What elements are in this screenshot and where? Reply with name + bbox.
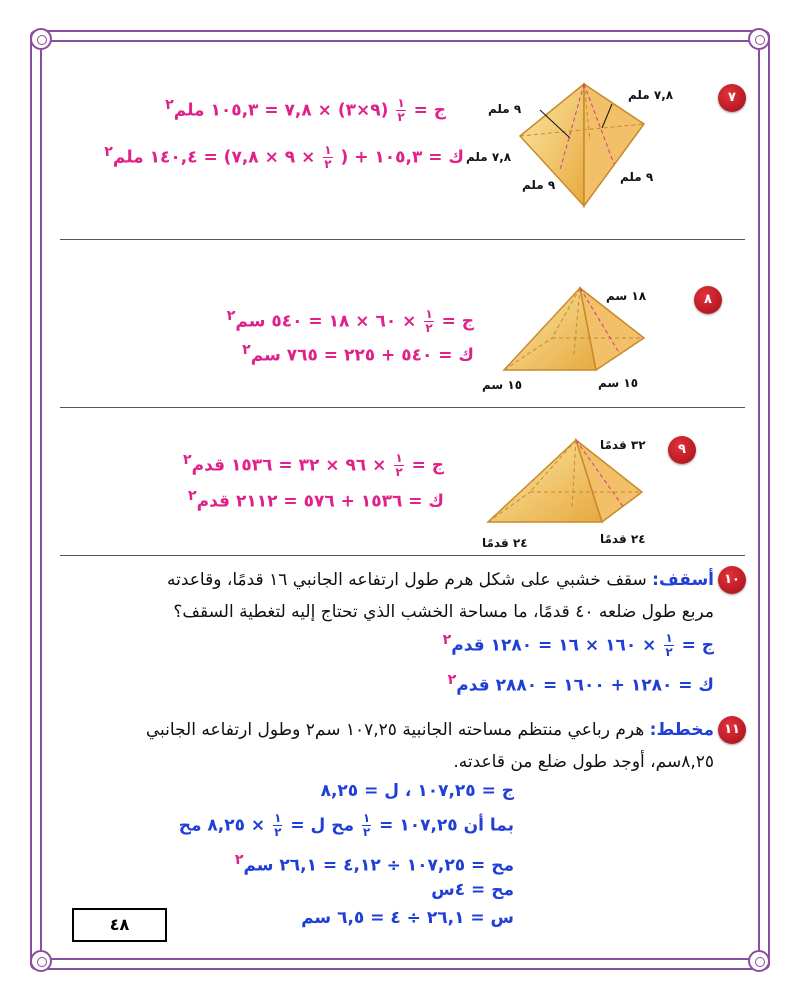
- equation-lateral-area: ج = $\frac{١}{٢}$ × ٩٦ × ٣٢ = ١٥٣٦ قدم$^٢$: [183, 451, 444, 480]
- solution-step: س = ٢٦,١ ÷ ٤ = ٦,٥ سم: [301, 908, 514, 928]
- corner-ornament: [748, 28, 770, 50]
- dimension-label: ١٥ سم: [482, 378, 523, 392]
- equation-lateral-area: ج = $\frac{١}{٢}$ × ١٦٠ × ١٦ = ١٢٨٠ قدم$^٢$: [442, 631, 714, 660]
- equation-lateral-area: ج = $\frac{١}{٢}$ (٩×٣) × ٧,٨ = ١٠٥,٣ ملم$^٢$: [165, 96, 446, 125]
- problem-text: مربع طول ضلعه ٤٠ قدمًا، ما مساحة الخشب الذي تحتاج إليه لتغطية السقف؟: [173, 602, 714, 622]
- dimension-label: ٧,٨ ملم: [466, 150, 512, 164]
- dimension-label: ٩ ملم: [522, 178, 556, 192]
- section-divider: [60, 239, 745, 240]
- solution-step: بما أن ١٠٧,٢٥ = $\frac{١}{٢}$ مح ل = $\frac{١}{٢}$ × ٨,٢٥ مح: [178, 811, 514, 839]
- dimension-label: ٢٤ قدمًا: [600, 532, 646, 546]
- problem-number-badge: ٩: [668, 436, 696, 464]
- problem-number-badge: ٨: [694, 286, 722, 314]
- dimension-label: ٧,٨ ملم: [628, 88, 674, 102]
- page-number: ٤٨: [72, 908, 167, 942]
- equation-total-area: ك = ١٥٣٦ + ٥٧٦ = ٢١١٢ قدم$^٢$: [187, 488, 444, 512]
- problem-text: أسقف: سقف خشبي على شكل هرم طول ارتفاعه الجانبي ١٦ قدمًا، وقاعدته: [167, 570, 714, 590]
- corner-ornament: [30, 950, 52, 972]
- problem-text: ٨,٢٥سم، أوجد طول ضلع من قاعدته.: [453, 752, 714, 772]
- problem-number-badge: ١١: [718, 716, 746, 744]
- equation-total-area: ك = ١٠٥,٣ + ( $\frac{١}{٢}$ × ٩ × ٧,٨) = ١٤٠,٤ ملم$^٢$: [104, 143, 464, 172]
- dimension-label: ٩ ملم: [620, 170, 654, 184]
- equation-total-area: ك = ٥٤٠ + ٢٢٥ = ٧٦٥ سم$^٢$: [242, 342, 474, 366]
- section-divider: [60, 555, 745, 556]
- problem-number-badge: ١٠: [718, 566, 746, 594]
- solution-step: مح = ١٠٧,٢٥ ÷ ٤,١٢ = ٢٦,١ سم$^٢$: [234, 852, 514, 876]
- solution-step: مح = ٤س: [431, 880, 514, 900]
- dimension-label: ٩ ملم: [488, 102, 522, 116]
- dimension-label: ١٥ سم: [598, 376, 639, 390]
- dimension-label: ٣٢ قدمًا: [600, 438, 646, 452]
- solution-step: ج = ١٠٧,٢٥ ، ل = ٨,٢٥: [320, 781, 514, 801]
- dimension-label: ٢٤ قدمًا: [482, 536, 528, 550]
- corner-ornament: [748, 950, 770, 972]
- corner-ornament: [30, 28, 52, 50]
- dimension-label: ١٨ سم: [606, 289, 647, 303]
- equation-total-area: ك = ١٢٨٠ + ١٦٠٠ = ٢٨٨٠ قدم$^٢$: [447, 672, 714, 696]
- problem-text: مخطط: هرم رباعي منتظم مساحته الجانبية ١٠٧,٢٥ سم٢ وطول ارتفاعه الجانبي: [145, 720, 714, 740]
- equation-lateral-area: ج = $\frac{١}{٢}$ × ٦٠ × ١٨ = ٥٤٠ سم$^٢$: [226, 307, 474, 336]
- section-divider: [60, 407, 745, 408]
- problem-number-badge: ٧: [718, 84, 746, 112]
